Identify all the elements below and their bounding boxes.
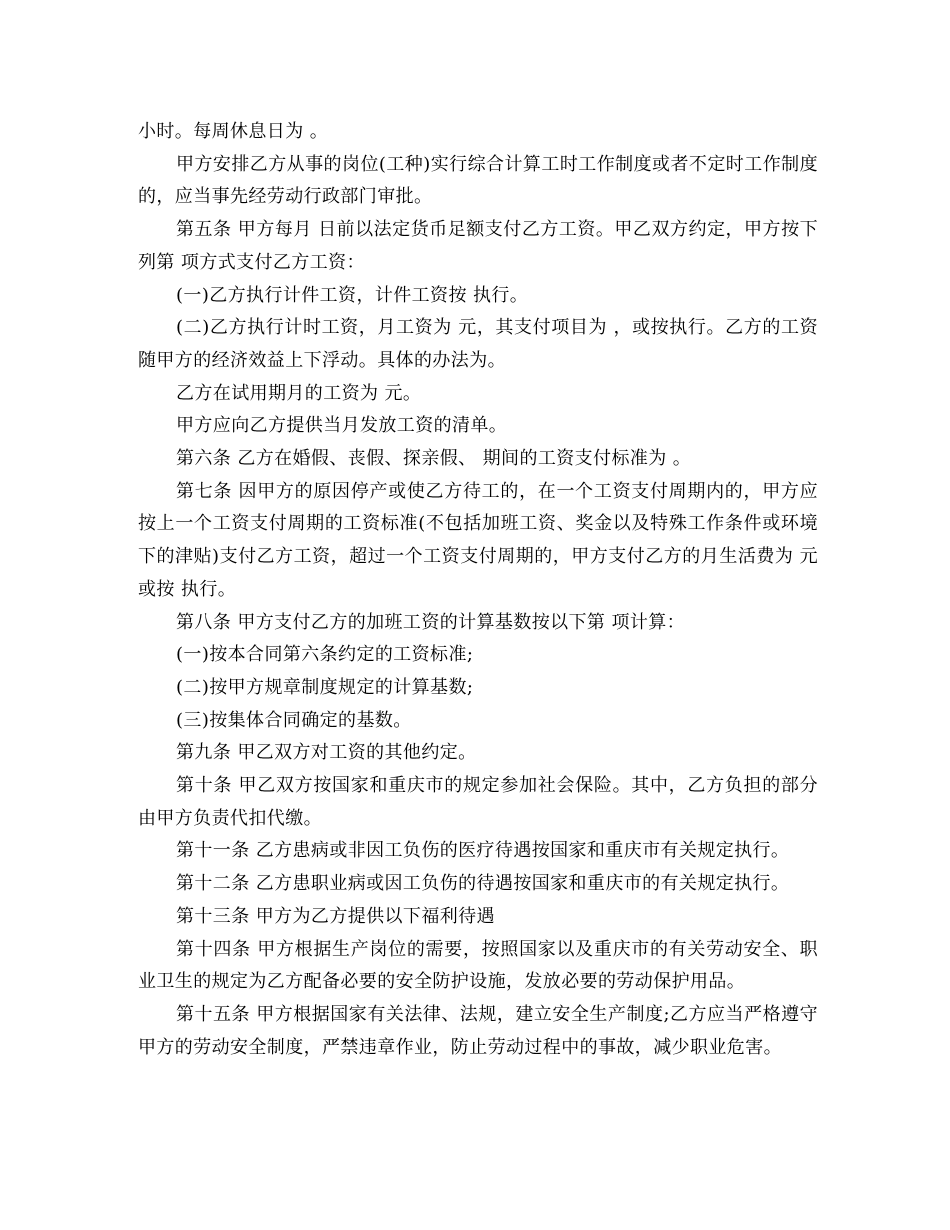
article-5: 第五条 甲方每月 日前以法定货币足额支付乙方工资。甲乙双方约定，甲方按下列第 项方式支付乙方工资： [138,219,818,273]
article-6: 第六条 乙方在婚假、丧假、探亲假、 期间的工资支付标准为 。 [176,448,692,470]
article-11: 第十一条 乙方患病或非因工负伤的医疗待遇按国家和重庆市有关规定执行。 [176,840,790,862]
article-15: 第十五条 甲方根据国家有关法律、法规，建立安全生产制度;乙方应当严格遵守甲方的劳动安全制度，严禁违章作业，防止劳动过程中的事故，减少职业危害。 [138,1003,818,1058]
article-12: 第十二条 乙方患职业病或因工负伤的待遇按国家和重庆市的有关规定执行。 [176,873,790,895]
probation-wage: 乙方在试用期月的工资为 元。 [176,382,422,404]
article-9: 第九条 甲乙双方对工资的其他约定。 [176,742,477,764]
article-8: 第八条 甲方支付乙方的加班工资的计算基数按以下第 项计算： [176,611,686,633]
article-5-item-1: (一)乙方执行计件工资，计件工资按 执行。 [176,284,529,306]
article-14: 第十四条 甲方根据生产岗位的需要，按照国家以及重庆市的有关劳动安全、职业卫生的规定为乙方配备必要的安全防护设施，发放必要的劳动保护用品。 [138,938,818,993]
article-10: 第十条 甲乙双方按国家和重庆市的规定参加社会保险。其中，乙方负担的部分由甲方负责代扣代缴。 [138,775,818,829]
article-8-item-2: (二)按甲方规章制度规定的计算基数; [176,676,474,698]
article-7: 第七条 因甲方的原因停产或使乙方待工的，在一个工资支付周期内的，甲方应按上一个工资支付周期的工资标准(不包括加班工资、奖金以及特殊工作条件或环境下的津贴)支付乙方工资，超过一个工资支付周期的，甲方支付乙方的月生活费为 元或按 执行。 [138,480,818,600]
article-5-item-2: (二)乙方执行计时工资，月工资为 元，其支付项目为 ，或按执行。乙方的工资随甲方的经济效益上下浮动。具体的办法为。 [138,317,818,371]
payslip-clause: 甲方应向乙方提供当月发放工资的清单。 [176,415,508,437]
article-13: 第十三条 甲方为乙方提供以下福利待遇 [176,905,495,927]
article-8-item-3: (三)按集体合同确定的基数。 [176,709,412,731]
paragraph-work-hours-system: 甲方安排乙方从事的岗位(工种)实行综合计算工时工作制度或者不定时工作制度的，应当事先经劳动行政部门审批。 [138,153,818,208]
document-body [138,116,818,1064]
paragraph-continuation: 小时。每周休息日为 。 [138,121,329,142]
article-8-item-1: (一)按本合同第六条约定的工资标准; [176,644,474,666]
